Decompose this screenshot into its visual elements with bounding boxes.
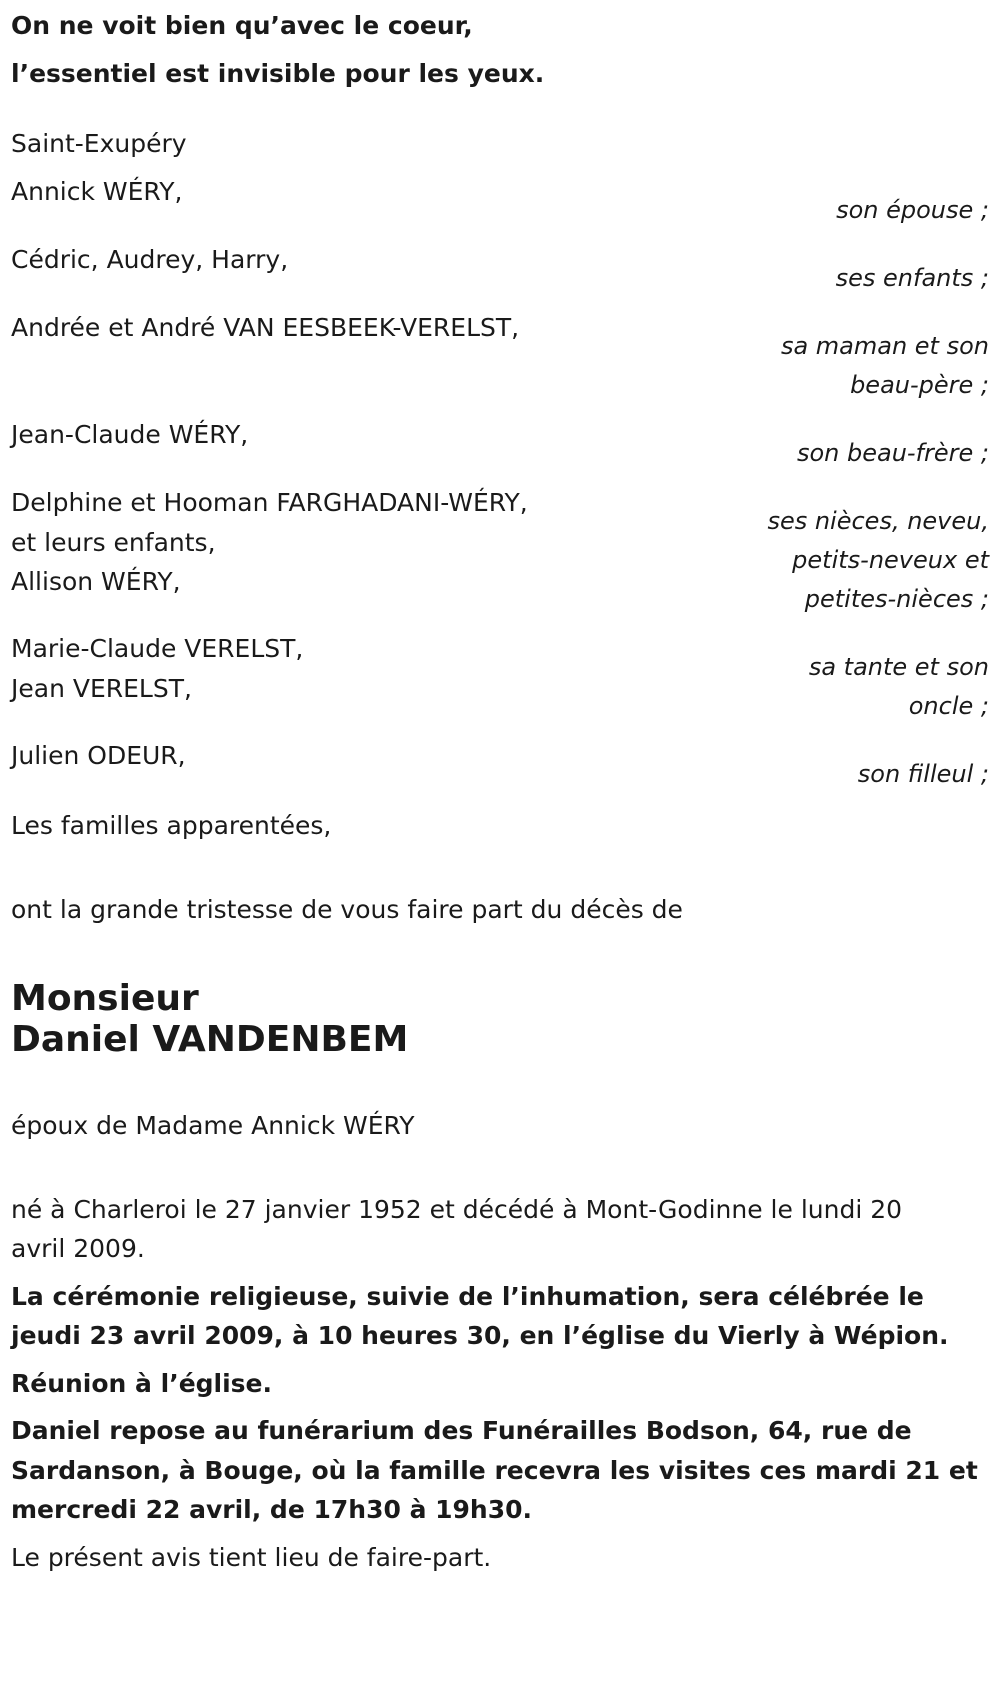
quote-line-2: l’essentiel est invisible pour les yeux. [11, 59, 545, 88]
mourner-relation [729, 191, 989, 230]
mourner-names [11, 240, 288, 280]
mourner-name: Marie-Claude VERELST, [11, 634, 304, 663]
relation-line: beau-père ; [850, 371, 989, 399]
deceased-title: Monsieur [11, 977, 199, 1019]
mourner-names [11, 629, 303, 708]
mourner-entry [11, 240, 989, 298]
mourner-name: Allison WÉRY, [11, 567, 181, 596]
mourner-name: Jean-Claude WÉRY, [11, 420, 249, 449]
spouse-line: époux de Madame Annick WÉRY [11, 1110, 415, 1140]
relation-line: sa maman et son [780, 332, 989, 360]
meeting-paragraph: Réunion à l’église. [11, 1368, 273, 1398]
deceased-name: Daniel VANDENBEM [11, 1018, 409, 1060]
mourner-name: Cédric, Audrey, Harry, [11, 245, 289, 274]
ceremony-paragraph: La cérémonie religieuse, suivie de l’inhumation, sera célébrée le jeudi 23 avril 2009, à 10 heures 30, en l’église du Vierly à Wépion. [11, 1281, 949, 1350]
closing-note: Le présent avis tient lieu de faire-part. [11, 1542, 492, 1572]
mourners-list [11, 172, 989, 794]
mourner-names [11, 415, 248, 455]
obituary-notice [11, 0, 989, 1577]
relation-line: ses enfants ; [835, 264, 989, 292]
epigraph-quote [11, 2, 989, 98]
mourner-relation [729, 648, 989, 726]
relation-line: oncle ; [908, 692, 989, 720]
quote-attribution: Saint-Exupéry [11, 129, 187, 158]
relation-line: son beau-frère ; [796, 439, 989, 467]
mourner-names [11, 483, 528, 602]
relation-line: son épouse ; [836, 196, 989, 224]
mourner-entry [11, 172, 989, 230]
quote-line-1: On ne voit bien qu’avec le coeur, [11, 11, 473, 40]
mourner-relation [729, 502, 989, 619]
relation-line: sa tante et son [808, 653, 989, 681]
mourner-name: Jean VERELST, [11, 673, 192, 703]
relation-line: son filleul ; [857, 760, 989, 788]
mourner-entry [11, 415, 989, 473]
mourner-entry-families [11, 806, 989, 846]
relation-line: ses nièces, neveu, [767, 507, 989, 535]
mourner-name: Annick WÉRY, [11, 177, 183, 206]
mourner-name: Andrée et André VAN EESBEEK-VERELST, [11, 313, 520, 342]
mourner-relation [729, 327, 989, 405]
mourner-relation [729, 434, 989, 473]
deceased-name-block [11, 978, 989, 1060]
mourner-entry [11, 629, 989, 726]
visitation-paragraph: Daniel repose au funérarium des Funérailles Bodson, 64, rue de Sardanson, à Bouge, où la famille recevra les visites ces mardi 21 et mercredi 22 avril, de 17h30 à 19h30. [11, 1416, 978, 1524]
announcement-text: ont la grande tristesse de vous faire part du décès de [11, 894, 683, 924]
birth-death-line: né à Charleroi le 27 janvier 1952 et décédé à Mont-Godinne le lundi 20 avril 2009. [11, 1194, 903, 1263]
mourner-entry [11, 483, 989, 619]
mourner-name: et leurs enfants, [11, 527, 216, 557]
mourner-entry [11, 736, 989, 794]
mourner-relation [729, 755, 989, 794]
mourner-entry [11, 308, 989, 405]
mourner-names [11, 806, 331, 846]
relation-line: petites-nièces ; [804, 585, 989, 613]
mourner-names [11, 172, 182, 212]
mourner-names [11, 308, 519, 348]
mourner-relation [729, 259, 989, 298]
mourner-name: Delphine et Hooman FARGHADANI-WÉRY, [11, 488, 528, 517]
mourner-names [11, 736, 186, 776]
mourner-name: Julien ODEUR, [11, 741, 186, 770]
relation-line: petits-neveux et [792, 546, 989, 574]
mourner-name: Les familles apparentées, [11, 811, 332, 840]
